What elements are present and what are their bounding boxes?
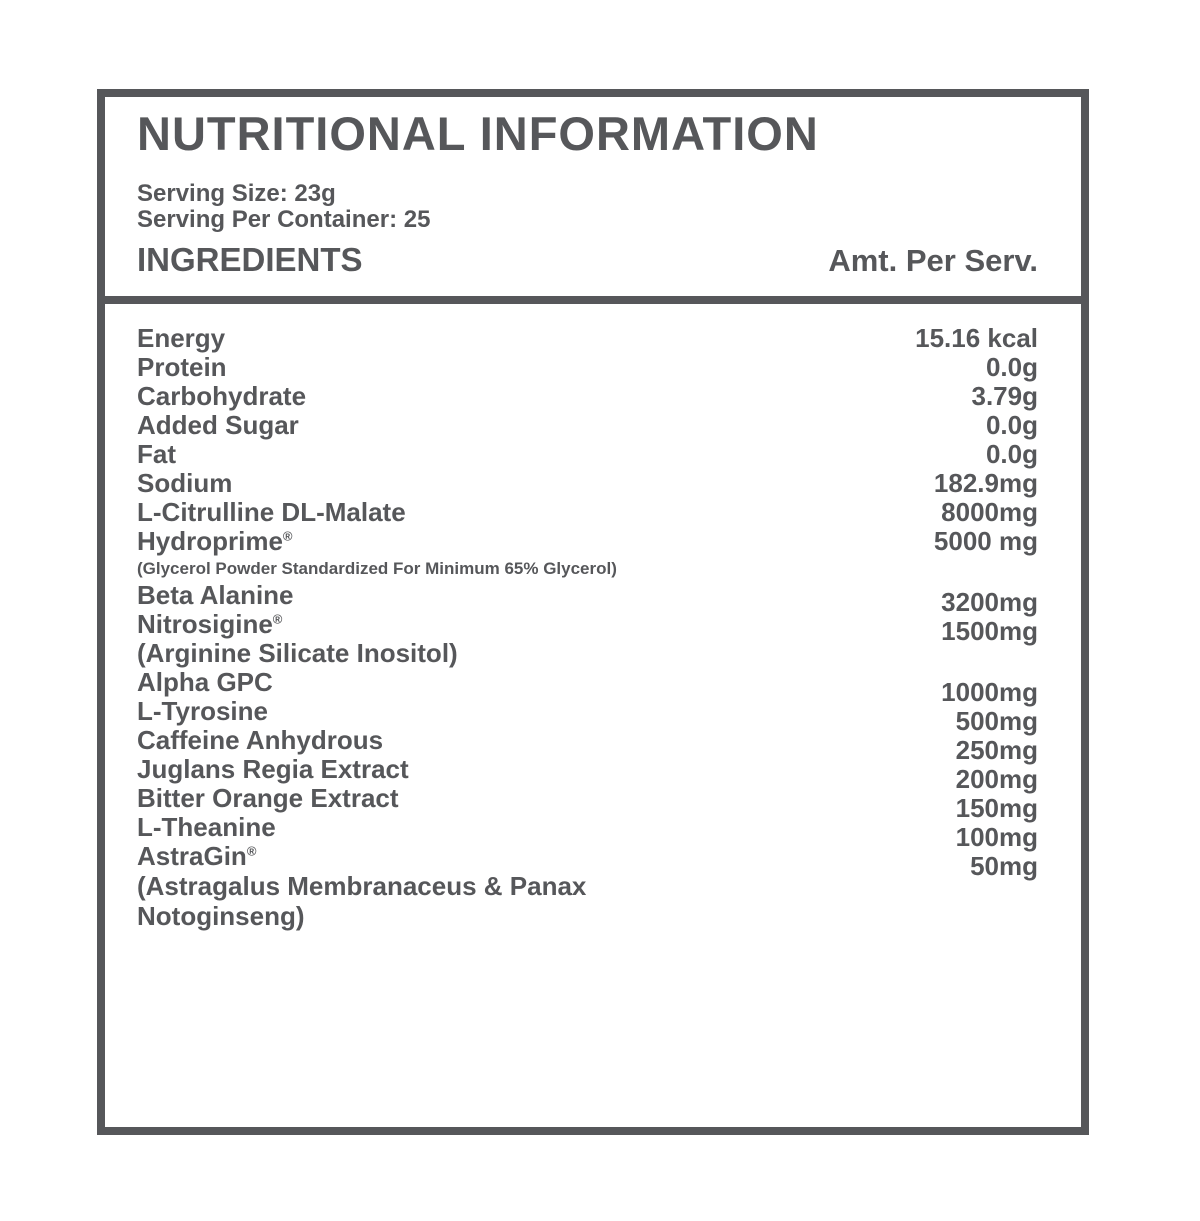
ingredient-amount: 500mg — [955, 706, 1038, 736]
ingredient-amount: 3.79g — [971, 381, 1038, 411]
registered-trademark-icon: ® — [246, 843, 257, 859]
ingredient-amount: 150mg — [955, 793, 1038, 823]
nutrition-panel — [97, 89, 1089, 1135]
ingredient-amount: 0.0g — [985, 352, 1038, 382]
ingredient-name: Protein — [137, 352, 227, 382]
ingredient-name: Fat — [137, 439, 176, 469]
header-divider — [105, 296, 1081, 304]
amount-spacer — [738, 646, 1038, 678]
column-headers — [137, 243, 1038, 276]
ingredient-name: Beta Alanine — [137, 580, 294, 610]
ingredient-amount: 250mg — [955, 735, 1038, 765]
ingredient-name: Nitrosigine® — [137, 609, 283, 639]
ingredient-name: Hydroprime® — [137, 526, 293, 556]
amount-per-serving-heading: Amt. Per Serv. — [828, 243, 1038, 278]
ingredient-name: Alpha GPC — [137, 667, 273, 697]
ingredient-amount: 0.0g — [985, 439, 1038, 469]
ingredient-amount: 200mg — [955, 764, 1038, 794]
ingredient-amount: 5000 mg — [933, 526, 1038, 556]
ingredient-amount: 1000mg — [941, 677, 1038, 707]
ingredient-name: Added Sugar — [137, 410, 299, 440]
ingredient-name: AstraGin® — [137, 841, 257, 871]
ingredient-amount: 100mg — [955, 822, 1038, 852]
ingredient-name: Caffeine Anhydrous — [137, 725, 384, 755]
amount-spacer — [738, 556, 1038, 588]
ingredient-name: L-Theanine — [137, 812, 276, 842]
ingredient-name: Sodium — [137, 468, 233, 498]
ingredient-name: Juglans Regia Extract — [137, 754, 409, 784]
ingredient-amount: 8000mg — [941, 497, 1038, 527]
ingredient-amount: 15.16 kcal — [915, 323, 1038, 353]
serving-size-text: Serving Size: 23g — [137, 180, 336, 207]
page-title: NUTRITIONAL INFORMATION — [137, 107, 819, 160]
ingredient-name: L-Tyrosine — [137, 696, 268, 726]
ingredient-amount: 50mg — [970, 851, 1038, 881]
ingredient-amount: 3200mg — [941, 587, 1038, 617]
ingredient-name: Carbohydrate — [137, 381, 307, 411]
ingredient-name: Energy — [137, 323, 226, 353]
ingredient-sub-label: (Glycerol Powder Standardized For Minimum 65% Glycerol) — [137, 559, 617, 578]
serving-info — [137, 181, 430, 233]
ingredient-amount: 182.9mg — [933, 468, 1038, 498]
ingredients-column — [137, 324, 737, 931]
ingredient-name: Bitter Orange Extract — [137, 783, 399, 813]
ingredient-amount: 0.0g — [985, 410, 1038, 440]
ingredient-amount: 1500mg — [941, 616, 1038, 646]
serving-per-container-text: Serving Per Container: 25 — [137, 206, 431, 233]
amounts-column — [738, 324, 1038, 881]
registered-trademark-icon: ® — [282, 528, 293, 544]
ingredients-heading: INGREDIENTS — [137, 241, 363, 278]
ingredient-sub-label: (Arginine Silicate Inositol) — [137, 638, 458, 668]
ingredient-sub-label: (Astragalus Membranaceus & Panax Notoginseng) — [137, 871, 587, 931]
ingredient-name: L-Citrulline DL-Malate — [137, 497, 406, 527]
registered-trademark-icon: ® — [272, 611, 283, 627]
